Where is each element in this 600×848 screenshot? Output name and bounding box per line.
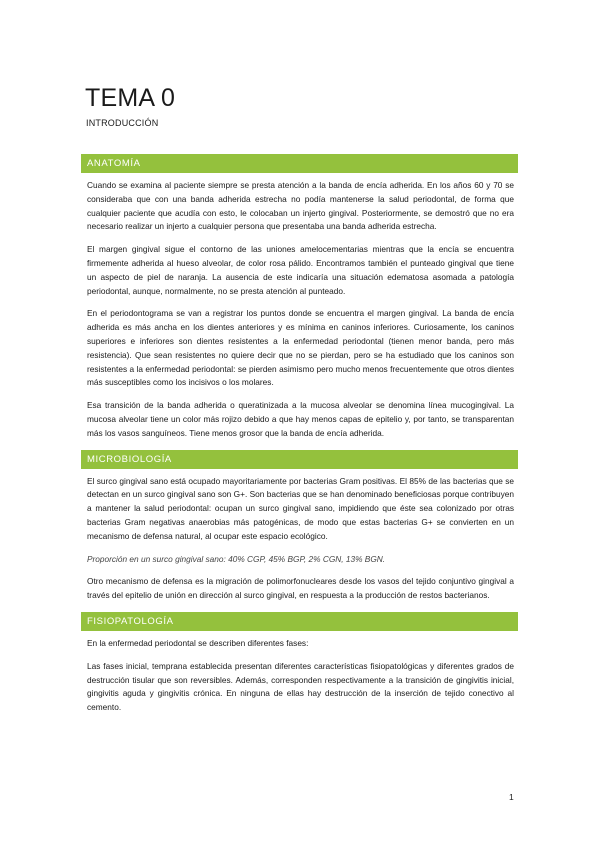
paragraph: En el periodontograma se van a registrar los puntos donde se encuentra el margen gingival. La banda de encía adherida es más ancha en los dientes anteriores y es mínima en caninos inferiores. Curiosamente, los caninos superiores e inferiores son dientes resistentes a la enfermedad periodontal (tienen menor banda, pero más resistencia). Que sean resistentes no quiere decir que no se pierdan, pero se ha estudiado que los caninos son resistentes a la enfermedad periodontal: se pierden asimismo pero mucho menos frecuentemente que otros dientes más susceptibles como los incisivos o los molares. bbox=[87, 308, 514, 388]
page-number: 1 bbox=[509, 792, 514, 802]
document-title: TEMA 0 bbox=[85, 84, 176, 112]
proportion-note: Proporción en un surco gingival sano: 40% CGP, 45% BGP, 2% CGN, 13% BGN. bbox=[87, 553, 386, 564]
section-microbiologia bbox=[81, 450, 518, 603]
paragraph: Cuando se examina al paciente siempre se presta atención a la banda de encía adherida. En los años 60 y 70 se consideraba que con una banda adherida estrecha no podía mantenerse la salud periodontal, de forma que cualquier paciente que acudía con esto, le colocaban un injerto gingival. Posteriormente, se demostró que no era necesario realizar un injerto a cualquier persona que presentaba una banda adherida estrecha. bbox=[87, 180, 514, 232]
section-heading: ANATOMÍA bbox=[81, 154, 518, 173]
document-body bbox=[81, 154, 518, 724]
document-subtitle: INTRODUCCIÓN bbox=[86, 118, 159, 128]
section-fisiopatologia bbox=[81, 612, 518, 715]
paragraph: En la enfermedad periodontal se describen diferentes fases: bbox=[87, 637, 309, 648]
section-heading: FISIOPATOLOGÍA bbox=[81, 612, 518, 631]
section-heading: MICROBIOLOGÍA bbox=[81, 450, 518, 469]
paragraph: El margen gingival sigue el contorno de las uniones amelocementarias mientras que la encía se encuentra firmemente adherida al hueso alveolar, de color rosa pálido. Encontramos también el punteado gingival que tiene un aspecto de piel de naranja. La ausencia de este indicaría una situación edematosa asomada a patología periodontal, aunque, normalmente, no se presta atención al punteado. bbox=[87, 244, 514, 296]
paragraph: El surco gingival sano está ocupado mayoritariamente por bacterias Gram positivas. El 85% de las bacterias que se detectan en un surco gingival sano son G+. Son bacterias que se han denominado beneficiosas porque contribuyen a mantener la salud periodontal: ocupan un surco gingival sano, impidiendo que éste sea colonizado por otras bacterias Gram negativas anaerobias más patogénicas, de modo que estas bacterias G+ se convierten en un mecanismo de defensa natural, al ocupar este espacio ecológico. bbox=[87, 475, 514, 541]
paragraph: Las fases inicial, temprana establecida presentan diferentes características fisiopatológicas y diferentes grados de destrucción tisular que son reversibles. Además, corresponden respectivamente a la transición de gingivitis inicial, gingivitis aguda y gingivitis crónica. En ninguna de ellas hay destrucción de la inserción de tejido conectivo al cemento. bbox=[87, 660, 514, 713]
paragraph: Esa transición de la banda adherida o queratinizada a la mucosa alveolar se denomina línea mucogingival. La mucosa alveolar tiene un color más rojizo debido a que hay menos capas de epitelio y, por tanto, se transparentan más los vasos sanguíneos. Tiene menos grosor que la banda de encía adherida. bbox=[87, 400, 514, 438]
section-anatomia bbox=[81, 154, 518, 441]
paragraph: Otro mecanismo de defensa es la migración de polimorfonucleares desde los vasos del tejido conjuntivo gingival a través del epitelio de unión en dirección al surco gingival, en respuesta a la producción de restos bacterianos. bbox=[87, 576, 514, 601]
